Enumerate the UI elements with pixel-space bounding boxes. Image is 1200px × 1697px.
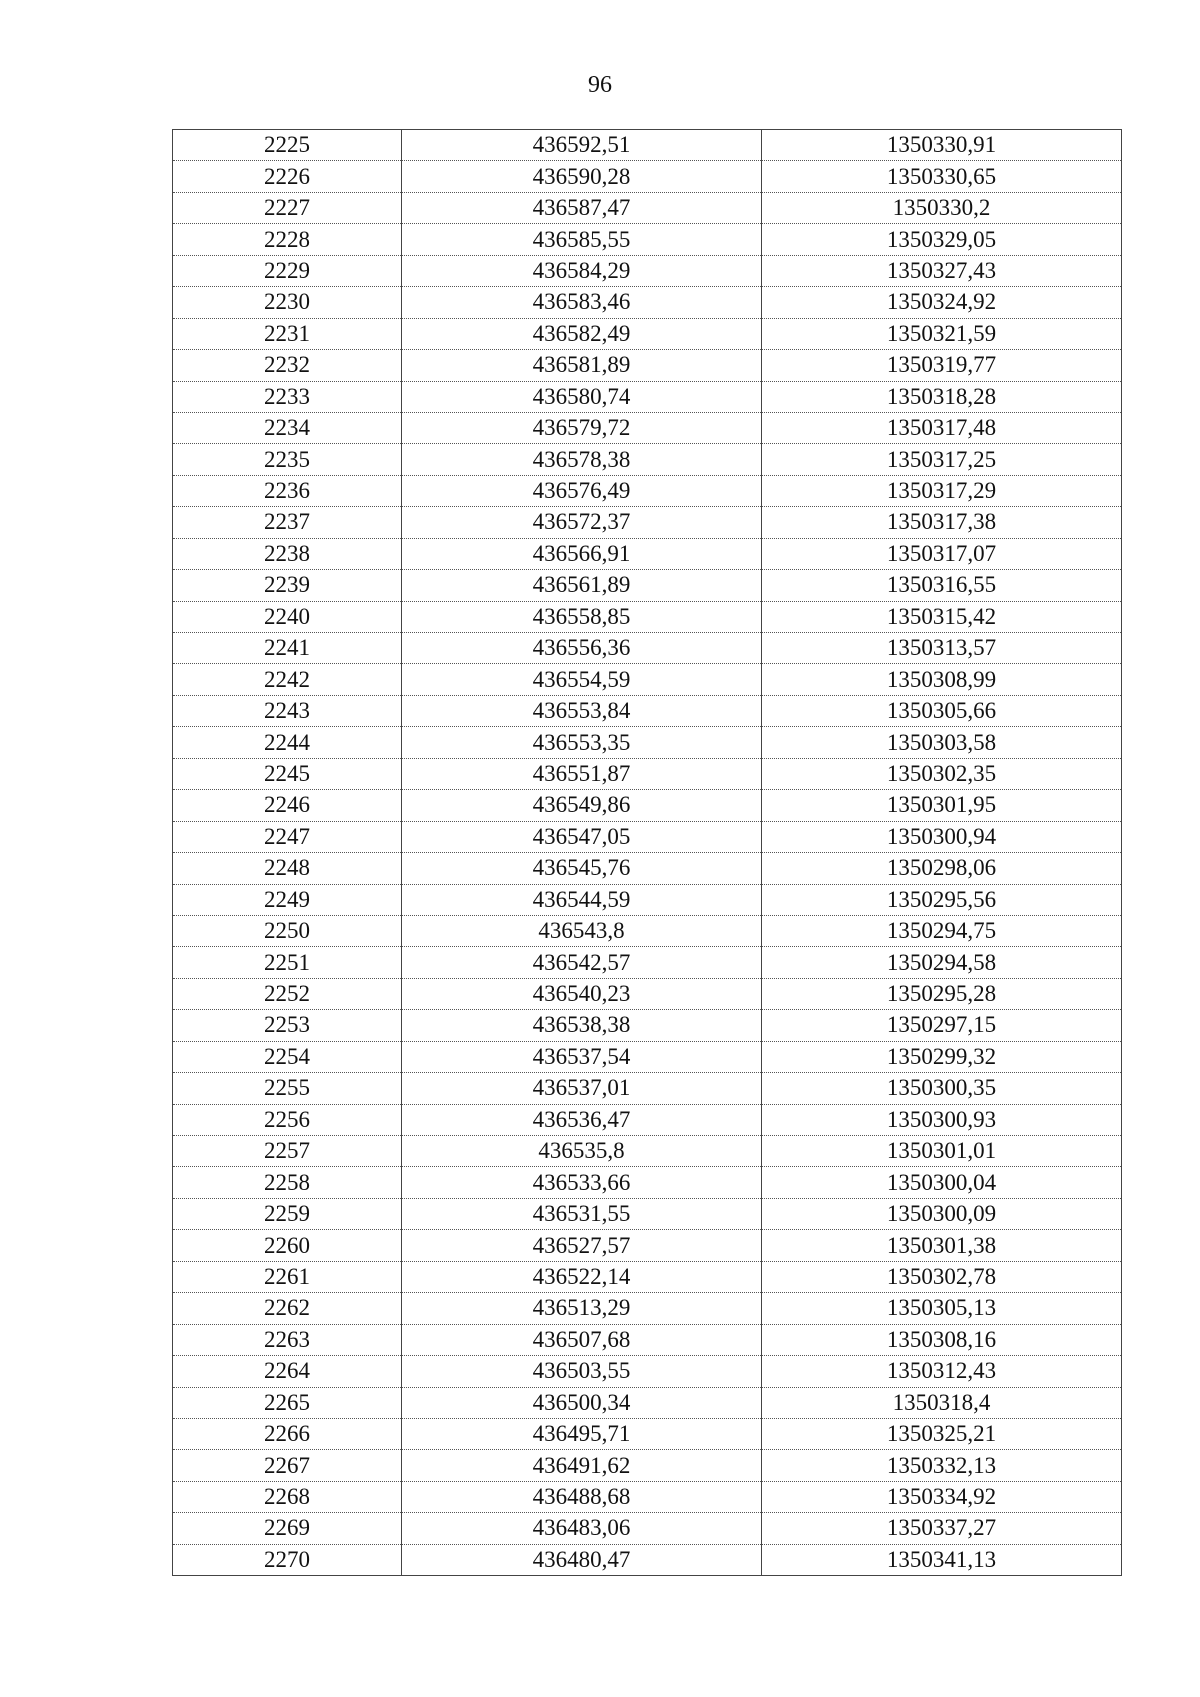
y-coordinate-cell: 1350294,58 xyxy=(762,947,1122,978)
point-number-cell: 2270 xyxy=(173,1544,402,1575)
point-number-cell: 2239 xyxy=(173,570,402,601)
point-number-cell: 2261 xyxy=(173,1261,402,1292)
table-row xyxy=(173,1136,1122,1167)
point-number-cell: 2243 xyxy=(173,695,402,726)
table-row xyxy=(173,1010,1122,1041)
x-coordinate-cell: 436540,23 xyxy=(402,978,762,1009)
x-coordinate-cell: 436556,36 xyxy=(402,633,762,664)
point-number-cell: 2245 xyxy=(173,758,402,789)
y-coordinate-cell: 1350300,93 xyxy=(762,1104,1122,1135)
x-coordinate-cell: 436488,68 xyxy=(402,1481,762,1512)
y-coordinate-cell: 1350317,07 xyxy=(762,538,1122,569)
table-row xyxy=(173,1198,1122,1229)
y-coordinate-cell: 1350317,38 xyxy=(762,507,1122,538)
table-row xyxy=(173,727,1122,758)
table-row xyxy=(173,695,1122,726)
point-number-cell: 2252 xyxy=(173,978,402,1009)
table-row xyxy=(173,1104,1122,1135)
table-row xyxy=(173,1293,1122,1324)
point-number-cell: 2231 xyxy=(173,318,402,349)
y-coordinate-cell: 1350330,2 xyxy=(762,192,1122,223)
point-number-cell: 2268 xyxy=(173,1481,402,1512)
y-coordinate-cell: 1350312,43 xyxy=(762,1356,1122,1387)
y-coordinate-cell: 1350298,06 xyxy=(762,853,1122,884)
x-coordinate-cell: 436558,85 xyxy=(402,601,762,632)
x-coordinate-cell: 436572,37 xyxy=(402,507,762,538)
page-number: 96 xyxy=(588,72,612,98)
point-number-cell: 2258 xyxy=(173,1167,402,1198)
x-coordinate-cell: 436551,87 xyxy=(402,758,762,789)
y-coordinate-cell: 1350319,77 xyxy=(762,350,1122,381)
x-coordinate-cell: 436566,91 xyxy=(402,538,762,569)
table-row xyxy=(173,1450,1122,1481)
y-coordinate-cell: 1350337,27 xyxy=(762,1513,1122,1544)
y-coordinate-cell: 1350300,09 xyxy=(762,1198,1122,1229)
table-row xyxy=(173,224,1122,255)
table-row xyxy=(173,538,1122,569)
table-row xyxy=(173,570,1122,601)
table-row xyxy=(173,350,1122,381)
table-row xyxy=(173,381,1122,412)
x-coordinate-cell: 436585,55 xyxy=(402,224,762,255)
table-row xyxy=(173,130,1122,161)
table-row xyxy=(173,287,1122,318)
x-coordinate-cell: 436533,66 xyxy=(402,1167,762,1198)
point-number-cell: 2259 xyxy=(173,1198,402,1229)
point-number-cell: 2262 xyxy=(173,1293,402,1324)
point-number-cell: 2256 xyxy=(173,1104,402,1135)
point-number-cell: 2260 xyxy=(173,1230,402,1261)
x-coordinate-cell: 436495,71 xyxy=(402,1418,762,1449)
x-coordinate-cell: 436513,29 xyxy=(402,1293,762,1324)
y-coordinate-cell: 1350301,01 xyxy=(762,1136,1122,1167)
point-number-cell: 2269 xyxy=(173,1513,402,1544)
point-number-cell: 2266 xyxy=(173,1418,402,1449)
table-row xyxy=(173,853,1122,884)
x-coordinate-cell: 436537,54 xyxy=(402,1041,762,1072)
y-coordinate-cell: 1350330,91 xyxy=(762,130,1122,161)
y-coordinate-cell: 1350341,13 xyxy=(762,1544,1122,1575)
coordinates-table xyxy=(172,129,1122,1576)
x-coordinate-cell: 436507,68 xyxy=(402,1324,762,1355)
point-number-cell: 2238 xyxy=(173,538,402,569)
point-number-cell: 2225 xyxy=(173,130,402,161)
y-coordinate-cell: 1350325,21 xyxy=(762,1418,1122,1449)
table-row xyxy=(173,444,1122,475)
x-coordinate-cell: 436590,28 xyxy=(402,161,762,192)
x-coordinate-cell: 436561,89 xyxy=(402,570,762,601)
table-row xyxy=(173,507,1122,538)
table-row xyxy=(173,1324,1122,1355)
point-number-cell: 2229 xyxy=(173,255,402,286)
point-number-cell: 2226 xyxy=(173,161,402,192)
point-number-cell: 2236 xyxy=(173,475,402,506)
x-coordinate-cell: 436547,05 xyxy=(402,821,762,852)
y-coordinate-cell: 1350301,38 xyxy=(762,1230,1122,1261)
y-coordinate-cell: 1350308,99 xyxy=(762,664,1122,695)
table-row xyxy=(173,821,1122,852)
x-coordinate-cell: 436483,06 xyxy=(402,1513,762,1544)
point-number-cell: 2263 xyxy=(173,1324,402,1355)
table-row xyxy=(173,947,1122,978)
x-coordinate-cell: 436583,46 xyxy=(402,287,762,318)
y-coordinate-cell: 1350321,59 xyxy=(762,318,1122,349)
x-coordinate-cell: 436580,74 xyxy=(402,381,762,412)
table-row xyxy=(173,1544,1122,1575)
table-row xyxy=(173,1041,1122,1072)
table-row xyxy=(173,978,1122,1009)
y-coordinate-cell: 1350316,55 xyxy=(762,570,1122,601)
point-number-cell: 2227 xyxy=(173,192,402,223)
table-row xyxy=(173,884,1122,915)
table-row xyxy=(173,192,1122,223)
y-coordinate-cell: 1350303,58 xyxy=(762,727,1122,758)
y-coordinate-cell: 1350332,13 xyxy=(762,1450,1122,1481)
x-coordinate-cell: 436538,38 xyxy=(402,1010,762,1041)
table-row xyxy=(173,633,1122,664)
y-coordinate-cell: 1350301,95 xyxy=(762,790,1122,821)
table-row xyxy=(173,1418,1122,1449)
table-row xyxy=(173,475,1122,506)
x-coordinate-cell: 436522,14 xyxy=(402,1261,762,1292)
y-coordinate-cell: 1350308,16 xyxy=(762,1324,1122,1355)
x-coordinate-cell: 436576,49 xyxy=(402,475,762,506)
x-coordinate-cell: 436579,72 xyxy=(402,412,762,443)
coordinates-table-body xyxy=(173,130,1122,1576)
point-number-cell: 2250 xyxy=(173,915,402,946)
point-number-cell: 2254 xyxy=(173,1041,402,1072)
point-number-cell: 2228 xyxy=(173,224,402,255)
table-row xyxy=(173,1513,1122,1544)
x-coordinate-cell: 436587,47 xyxy=(402,192,762,223)
y-coordinate-cell: 1350315,42 xyxy=(762,601,1122,632)
point-number-cell: 2251 xyxy=(173,947,402,978)
table-row xyxy=(173,915,1122,946)
y-coordinate-cell: 1350318,28 xyxy=(762,381,1122,412)
y-coordinate-cell: 1350300,35 xyxy=(762,1073,1122,1104)
x-coordinate-cell: 436554,59 xyxy=(402,664,762,695)
y-coordinate-cell: 1350313,57 xyxy=(762,633,1122,664)
x-coordinate-cell: 436544,59 xyxy=(402,884,762,915)
point-number-cell: 2264 xyxy=(173,1356,402,1387)
y-coordinate-cell: 1350305,66 xyxy=(762,695,1122,726)
point-number-cell: 2241 xyxy=(173,633,402,664)
x-coordinate-cell: 436480,47 xyxy=(402,1544,762,1575)
y-coordinate-cell: 1350302,35 xyxy=(762,758,1122,789)
point-number-cell: 2233 xyxy=(173,381,402,412)
x-coordinate-cell: 436549,86 xyxy=(402,790,762,821)
y-coordinate-cell: 1350329,05 xyxy=(762,224,1122,255)
x-coordinate-cell: 436584,29 xyxy=(402,255,762,286)
point-number-cell: 2248 xyxy=(173,853,402,884)
y-coordinate-cell: 1350334,92 xyxy=(762,1481,1122,1512)
table-row xyxy=(173,1167,1122,1198)
x-coordinate-cell: 436543,8 xyxy=(402,915,762,946)
x-coordinate-cell: 436542,57 xyxy=(402,947,762,978)
table-row xyxy=(173,601,1122,632)
point-number-cell: 2247 xyxy=(173,821,402,852)
y-coordinate-cell: 1350297,15 xyxy=(762,1010,1122,1041)
x-coordinate-cell: 436581,89 xyxy=(402,350,762,381)
x-coordinate-cell: 436592,51 xyxy=(402,130,762,161)
x-coordinate-cell: 436536,47 xyxy=(402,1104,762,1135)
x-coordinate-cell: 436578,38 xyxy=(402,444,762,475)
y-coordinate-cell: 1350295,28 xyxy=(762,978,1122,1009)
x-coordinate-cell: 436553,35 xyxy=(402,727,762,758)
table-row xyxy=(173,758,1122,789)
table-row xyxy=(173,1356,1122,1387)
table-row xyxy=(173,1481,1122,1512)
table-row xyxy=(173,664,1122,695)
point-number-cell: 2265 xyxy=(173,1387,402,1418)
y-coordinate-cell: 1350305,13 xyxy=(762,1293,1122,1324)
x-coordinate-cell: 436503,55 xyxy=(402,1356,762,1387)
y-coordinate-cell: 1350302,78 xyxy=(762,1261,1122,1292)
x-coordinate-cell: 436500,34 xyxy=(402,1387,762,1418)
point-number-cell: 2230 xyxy=(173,287,402,318)
point-number-cell: 2257 xyxy=(173,1136,402,1167)
y-coordinate-cell: 1350294,75 xyxy=(762,915,1122,946)
x-coordinate-cell: 436553,84 xyxy=(402,695,762,726)
x-coordinate-cell: 436537,01 xyxy=(402,1073,762,1104)
table-row xyxy=(173,318,1122,349)
point-number-cell: 2253 xyxy=(173,1010,402,1041)
table-row xyxy=(173,161,1122,192)
point-number-cell: 2237 xyxy=(173,507,402,538)
point-number-cell: 2242 xyxy=(173,664,402,695)
x-coordinate-cell: 436531,55 xyxy=(402,1198,762,1229)
table-row xyxy=(173,1261,1122,1292)
table-row xyxy=(173,1387,1122,1418)
point-number-cell: 2235 xyxy=(173,444,402,475)
y-coordinate-cell: 1350317,25 xyxy=(762,444,1122,475)
point-number-cell: 2255 xyxy=(173,1073,402,1104)
table-row xyxy=(173,255,1122,286)
point-number-cell: 2234 xyxy=(173,412,402,443)
table-row xyxy=(173,1230,1122,1261)
y-coordinate-cell: 1350299,32 xyxy=(762,1041,1122,1072)
point-number-cell: 2240 xyxy=(173,601,402,632)
x-coordinate-cell: 436545,76 xyxy=(402,853,762,884)
y-coordinate-cell: 1350317,48 xyxy=(762,412,1122,443)
point-number-cell: 2267 xyxy=(173,1450,402,1481)
point-number-cell: 2244 xyxy=(173,727,402,758)
y-coordinate-cell: 1350300,04 xyxy=(762,1167,1122,1198)
x-coordinate-cell: 436535,8 xyxy=(402,1136,762,1167)
point-number-cell: 2249 xyxy=(173,884,402,915)
y-coordinate-cell: 1350295,56 xyxy=(762,884,1122,915)
table-row xyxy=(173,790,1122,821)
y-coordinate-cell: 1350324,92 xyxy=(762,287,1122,318)
y-coordinate-cell: 1350317,29 xyxy=(762,475,1122,506)
x-coordinate-cell: 436582,49 xyxy=(402,318,762,349)
y-coordinate-cell: 1350318,4 xyxy=(762,1387,1122,1418)
table-row xyxy=(173,412,1122,443)
point-number-cell: 2232 xyxy=(173,350,402,381)
y-coordinate-cell: 1350327,43 xyxy=(762,255,1122,286)
point-number-cell: 2246 xyxy=(173,790,402,821)
y-coordinate-cell: 1350330,65 xyxy=(762,161,1122,192)
x-coordinate-cell: 436491,62 xyxy=(402,1450,762,1481)
y-coordinate-cell: 1350300,94 xyxy=(762,821,1122,852)
table-row xyxy=(173,1073,1122,1104)
x-coordinate-cell: 436527,57 xyxy=(402,1230,762,1261)
